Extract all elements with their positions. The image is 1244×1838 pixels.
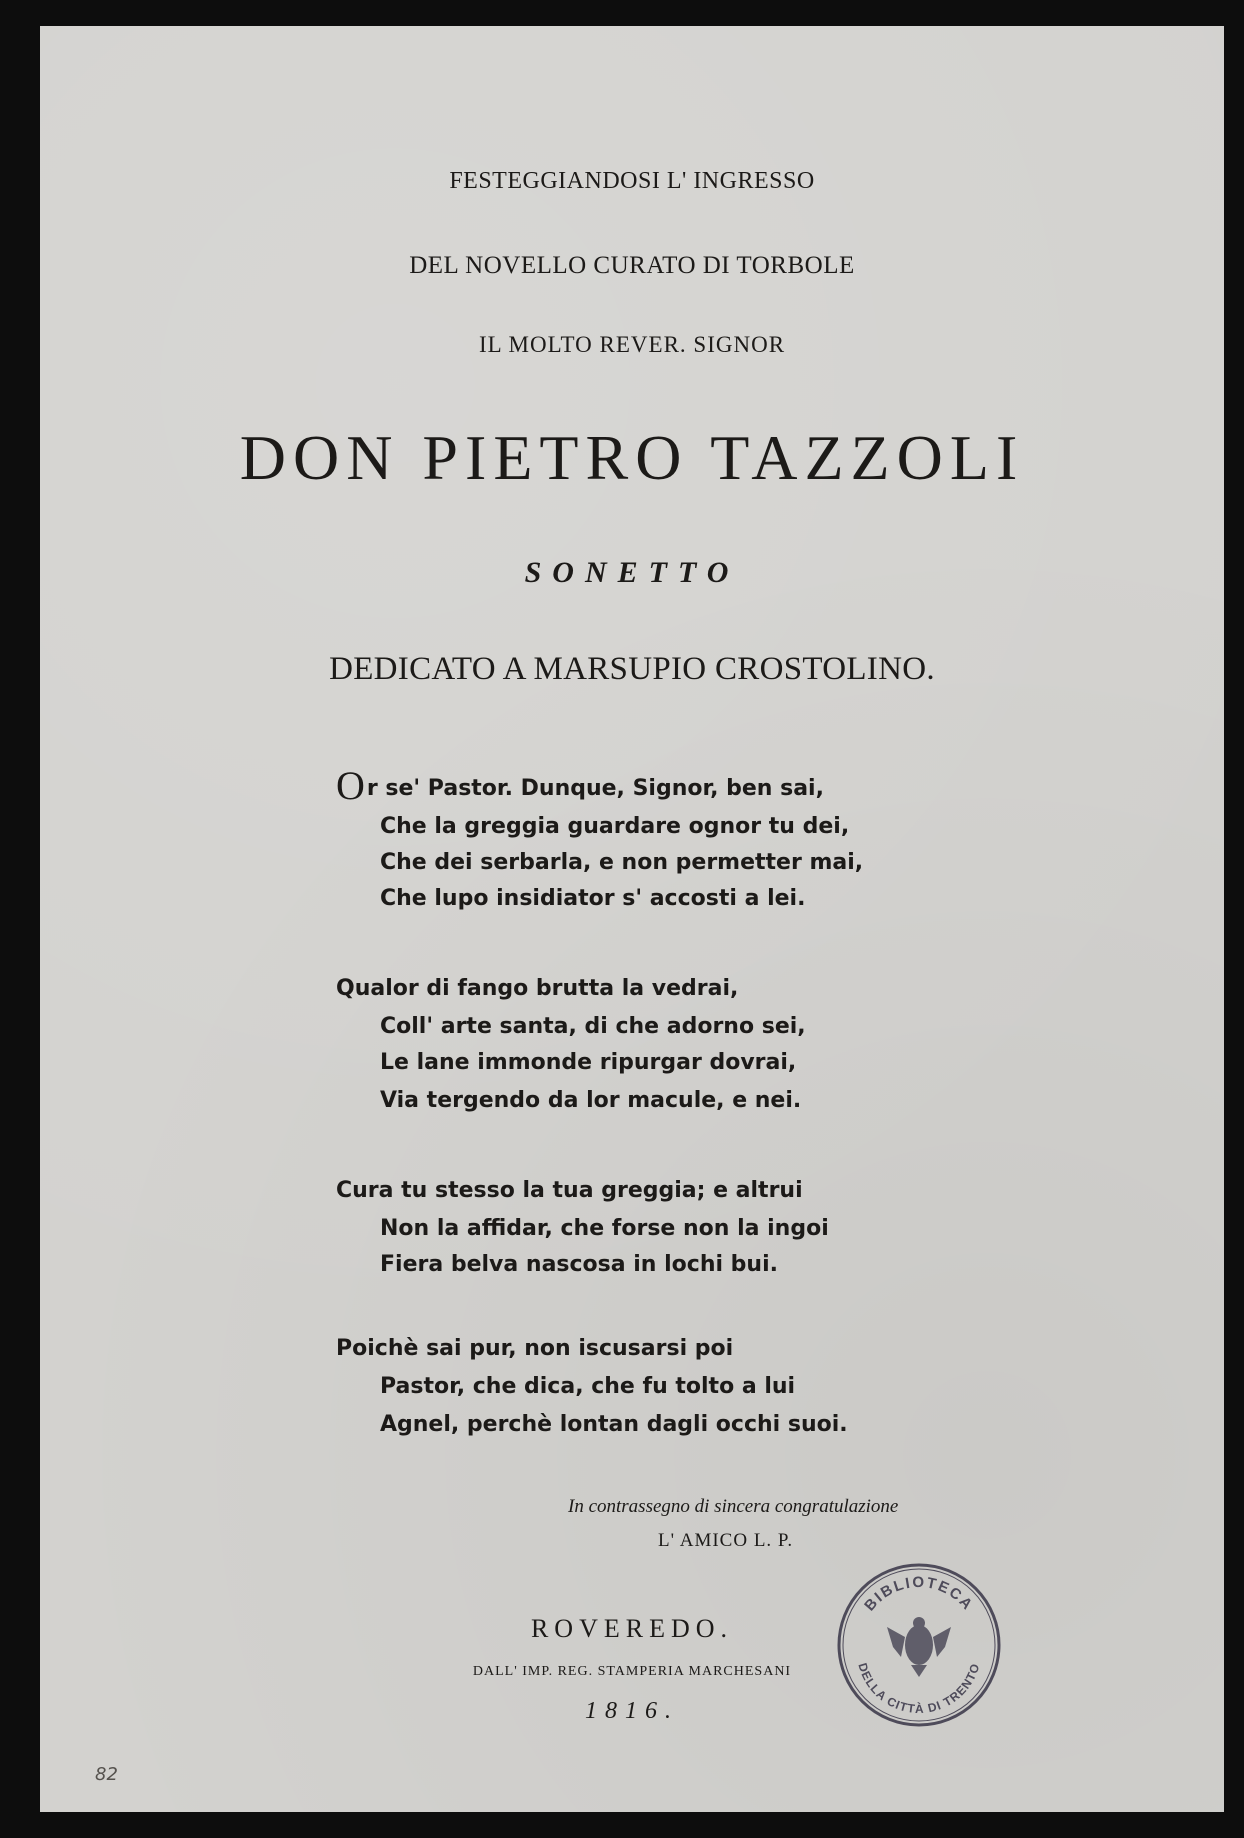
signature-dedication: In contrassegno di sincera congratulazione [568,1496,899,1517]
signature-author: L' AMICO L. P. [658,1530,794,1551]
eagle-emblem-icon [887,1617,951,1677]
poem-line: Non la affidar, che forse non la ingoi [380,1216,829,1241]
drop-cap: O [336,763,365,808]
poem-line: Che dei serbarla, e non permetter mai, [380,850,864,875]
poem-line: Cura tu stesso la tua greggia; e altrui [336,1178,803,1203]
genre-title: SONETTO [524,556,740,589]
poem-line: Agnel, perchè lontan dagli occhi suoi. [380,1412,848,1437]
header-line-1: FESTEGGIANDOSI L' INGRESSO [449,168,815,194]
poem-line: Via tergendo da lor macule, e nei. [380,1088,802,1113]
poem-line: Pastor, che dica, che fu tolto a lui [380,1374,796,1399]
poem-line: Qualor di fango brutta la vedrai, [336,976,739,1001]
poem-line: Le lane immonde ripurgar dovrai, [380,1050,797,1075]
poem-line: Che lupo insidiator s' accosti a lei. [380,886,806,911]
svg-text:BIBLIOTECA: BIBLIOTECA [861,1573,977,1615]
poem-line: Fiera belva nascosa in lochi bui. [380,1252,778,1277]
poem-line: Poichè sai pur, non iscusarsi poi [336,1336,734,1361]
dedicatee-name: DON PIETRO TAZZOLI [239,422,1025,493]
printed-sheet [40,26,1224,1812]
poem-line: Or se' Pastor. Dunque, Signor, ben sai, [336,763,824,808]
pencil-annotation: 82 [95,1764,118,1785]
svg-text:DELLA CITTÀ DI TRENTO: DELLA CITTÀ DI TRENTO [855,1661,983,1717]
poem-line: Coll' arte santa, di che adorno sei, [380,1014,806,1039]
poem-line: Che la greggia guardare ognor tu dei, [380,814,850,839]
header-line-3: IL MOLTO REVER. SIGNOR [478,332,786,357]
dedication-line: DEDICATO A MARSUPIO CROSTOLINO. [329,651,935,687]
library-stamp [835,1561,1003,1729]
header-line-2: DEL NOVELLO CURATO DI TORBOLE [409,252,855,279]
imprint-year: 1816. [585,1698,679,1724]
imprint-printer: DALL' IMP. REG. STAMPERIA MARCHESANI [472,1664,792,1679]
imprint-place: ROVEREDO. [530,1614,734,1643]
